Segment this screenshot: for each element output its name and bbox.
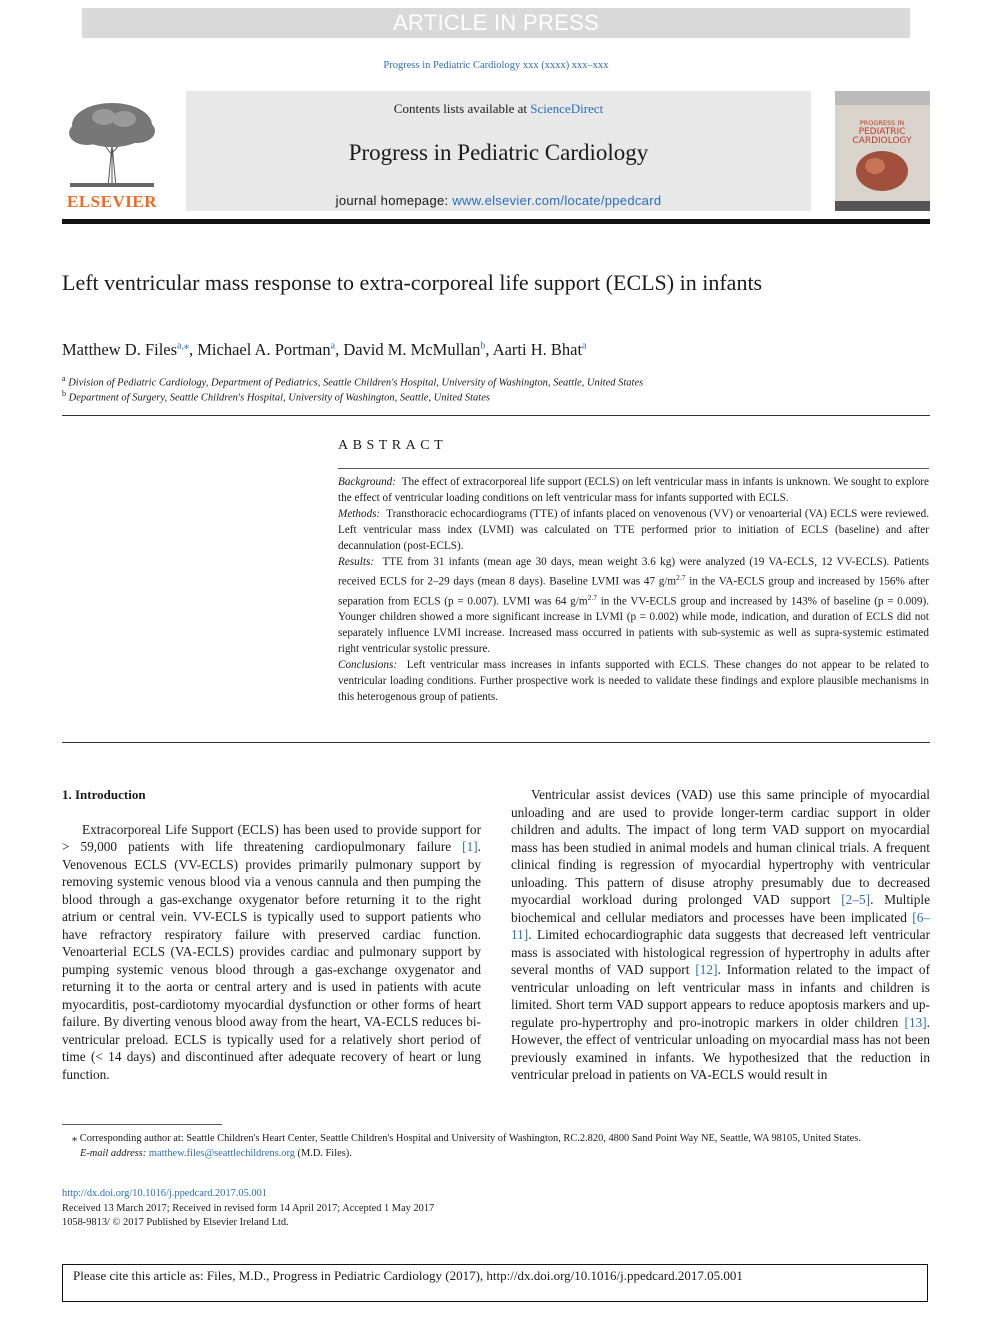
abstract-bottom-rule xyxy=(62,742,930,743)
results-text: in the VV-ECLS group and increased by 143% of baseline (p = 0.009). Younger children showed a more significant increase in LVMI (p = 0.002) while mode, indication, and duration of ECLS did not separately influence LVMI increase. Increased mass occurred in patients with sub-systemic as well as supra-systemic estimated right ventricular systolic pressure. xyxy=(338,595,929,656)
affiliation-marker: b xyxy=(62,389,66,398)
results-text: in the VA-ECLS group and increased by 156% after separation from ECLS (p = 0.007). LVMI was 64 g/m xyxy=(338,575,929,608)
abstract-top-rule xyxy=(62,415,930,416)
results-exponent: 2.7 xyxy=(676,573,686,582)
abstract-body xyxy=(338,474,929,705)
footnotes xyxy=(62,1132,930,1161)
author-affil-sup[interactable]: a xyxy=(330,340,336,352)
reference-link[interactable]: [6–11] xyxy=(511,909,930,942)
results-label: Results: xyxy=(338,556,375,568)
body-right-column xyxy=(511,786,930,1084)
author-name[interactable]: Matthew D. Files xyxy=(62,340,178,359)
article-title: Left ventricular mass response to extra-corporeal life support (ECLS) in infants xyxy=(62,270,763,295)
homepage-prefix: journal homepage: xyxy=(335,193,453,208)
author-name[interactable]: Michael A. Portman xyxy=(197,340,331,359)
methods-label: Methods: xyxy=(338,508,381,520)
author-affil-sup[interactable]: a,⁎ xyxy=(177,340,189,352)
journal-title: Progress in Pediatric Cardiology xyxy=(348,140,649,165)
affiliation-text: Division of Pediatric Cardiology, Department of Pediatrics, Seattle Children's Hospital, University of Washington, Seattle, United States xyxy=(68,377,644,389)
journal-homepage-line xyxy=(186,193,811,208)
intro-paragraph-2 xyxy=(511,786,930,1084)
body-left-column xyxy=(62,786,481,1083)
body-text: . Information related to the impact of ventricular unloading on left ventricular mass in infants and children is limited. Short term VAD support appears to reduce apoptosis markers and up-regulate pro-hypertrophy and pro-inotropic markers in older children xyxy=(511,962,930,1030)
author-affil-sup[interactable]: b xyxy=(480,340,486,352)
reference-link[interactable]: [1] xyxy=(462,839,478,854)
email-label: E-mail address: xyxy=(80,1147,149,1159)
journal-cover-image xyxy=(835,91,930,211)
svg-text:CARDIOLOGY: CARDIOLOGY xyxy=(852,136,912,146)
footnote-rule xyxy=(62,1124,222,1125)
author-name[interactable]: Aarti H. Bhat xyxy=(492,340,583,359)
results-text: TTE from 31 infants (mean age 30 days, mean weight 3.6 kg) were analyzed (19 VA-ECLS, 12 VV-ECLS). Patients received ECLS for 2–29 days (mean 8 days). Baseline LVMI was 47 g/m xyxy=(338,556,929,588)
abstract-heading-rule xyxy=(338,468,929,469)
background-label: Background: xyxy=(338,476,396,488)
affiliation-marker: a xyxy=(62,374,66,383)
author-list: Matthew D. Files$^{a,⁎}$, Michael A. Portman$^a$, David M. McMullan$^b$, Aarti H. Bhat$^a$ xyxy=(62,340,587,359)
article-info xyxy=(62,1187,930,1231)
author-name[interactable]: David M. McMullan xyxy=(343,340,481,359)
email-link[interactable]: matthew.files@seattlechildrens.org xyxy=(148,1147,295,1159)
doi-link[interactable]: http://dx.doi.org/10.1016/j.ppedcard.2017.05.001 xyxy=(62,1188,268,1199)
received-dates: Received 13 March 2017; Received in revised form 14 April 2017; Accepted 1 May 2017 xyxy=(62,1202,435,1214)
abstract-results xyxy=(338,554,929,657)
sciencedirect-link[interactable]: ScienceDirect xyxy=(530,101,604,116)
results-exponent: 2.7 xyxy=(587,592,597,602)
abstract-conclusions xyxy=(338,657,929,705)
citation-box xyxy=(62,1264,928,1302)
abstract-methods xyxy=(338,506,929,554)
abstract-background xyxy=(338,474,929,506)
reference-link[interactable]: [13] xyxy=(904,1014,927,1030)
section-heading-introduction: 1. Introduction xyxy=(62,787,146,802)
affiliation-text: Department of Surgery, Seattle Children's Hospital, University of Washington, Seattle, United States xyxy=(68,392,490,404)
svg-text:PROGRESS IN: PROGRESS IN xyxy=(859,119,905,127)
intro-paragraph-1 xyxy=(62,821,481,1084)
copyright-line: 1058-9813/ © 2017 Published by Elsevier Ireland Ltd. xyxy=(62,1217,289,1228)
methods-text: Transthoracic echocardiograms (TTE) of infants placed on venovenous (VV) or venoarterial (VA) ECLS were reviewed. Left ventricular mass index (LVMI) was calculated on TTE performed prior to initiation of ECLS (baseline) and after decannulation (post-ECLS). xyxy=(338,508,929,552)
homepage-link[interactable]: www.elsevier.com/locate/ppedcard xyxy=(452,193,662,208)
abstract-heading: ABSTRACT xyxy=(338,438,448,453)
body-text: . Venovenous ECLS (VV-ECLS) provides primarily pulmonary support by removing systemic venous blood via a venous cannula and then pumping the blood through a gas-exchange oxygenator before returning it to the right atrium or central vein. VV-ECLS is typically used to support patients who have refractory respiratory failure with preserved cardiac function. Venoarterial ECLS (VA-ECLS) provides cardiac and pulmonary support by pumping systemic venous blood through a gas-exchange oxygenator and returning it to the aorta or central artery and is used in patients with acute myocarditis, post-cardiotomy myocardial dysfunction or other forms of heart failure. By diverting venous blood away from the heart, VA-ECLS reduces bi-ventricular preload. ECLS is typically used for a relatively short period of time (< 14 days) and discontinued after adequate recovery of heart or lung function. xyxy=(62,839,481,1082)
body-text: . However, the effect of ventricular unloading on myocardial mass has not been previously examined in infants. We hypothesized that the reduction in ventricular preload in patients on VA-ECLS would result in xyxy=(511,1014,930,1082)
reference-link[interactable]: [2–5] xyxy=(841,892,871,907)
citation-text: Please cite this article as: Files, M.D., Progress in Pediatric Cardiology (2017), http://dx.doi.org/10.1016/j.ppedcard.2017.05.001 xyxy=(73,1268,743,1283)
body-text: . Limited echocardiographic data suggests that decreased left ventricular mass is associated with histological regression of hypertrophy in adults after several months of VAD support xyxy=(511,927,930,977)
email-suffix: (M.D. Files). xyxy=(294,1147,352,1159)
article-in-press-banner: ARTICLE IN PRESS xyxy=(82,8,910,38)
conclusions-text: Left ventricular mass increases in infants supported with ECLS. These changes do not appear to be related to ventricular loading conditions. Further prospective work is needed to validate these findings and explore plausible mechanisms in this heterogenous group of patients. xyxy=(338,659,930,704)
affiliation-a xyxy=(62,374,922,389)
reference-link[interactable]: [12] xyxy=(695,962,718,977)
author-affil-sup[interactable]: a xyxy=(582,340,587,352)
body-text: Extracorporeal Life Support (ECLS) has been used to provide support for > 59,000 patients with life threatening cardiopulmonary failure xyxy=(62,821,481,854)
conclusions-label: Conclusions: xyxy=(338,659,398,672)
header-rule xyxy=(62,219,930,224)
body-text: . Multiple biochemical and cellular mediators and processes have been implicated xyxy=(511,892,930,925)
svg-text:PEDIATRIC: PEDIATRIC xyxy=(858,127,906,137)
email-line xyxy=(62,1147,930,1162)
background-text: The effect of extracorporeal life support (ECLS) on left ventricular mass in infants is unknown. We sought to explore the effect of ventricular loading conditions on left ventricular mass for infants supported with ECLS. xyxy=(338,476,929,504)
corresponding-author-note: ⁎ Corresponding author at: Seattle Children's Heart Center, Seattle Children's Hospital and University of Washington, RC.2.820, 4800 Sand Point Way NE, Seattle, WA 98105, United States. xyxy=(72,1133,861,1144)
body-text: Ventricular assist devices (VAD) use this same principle of myocardial unloading and are used to provide longer-term cardiac support in older children and adults. The impact of long term VAD support on myocardial mass has been studied in animal models and human clinical trials. A frequent clinical finding is regression of myocardial hypertrophy with ventricular unloading. This pattern of disuse atrophy presumably due to decreased myocardial workload during prolonged VAD support xyxy=(511,787,930,907)
journal-reference-link[interactable]: Progress in Pediatric Cardiology xxx (xxxx) xxx–xxx xyxy=(383,60,609,71)
affiliation-b xyxy=(62,389,922,404)
contents-line xyxy=(186,101,811,117)
elsevier-wordmark: ELSEVIER xyxy=(67,192,157,211)
contents-prefix: Contents lists available at xyxy=(393,101,531,116)
